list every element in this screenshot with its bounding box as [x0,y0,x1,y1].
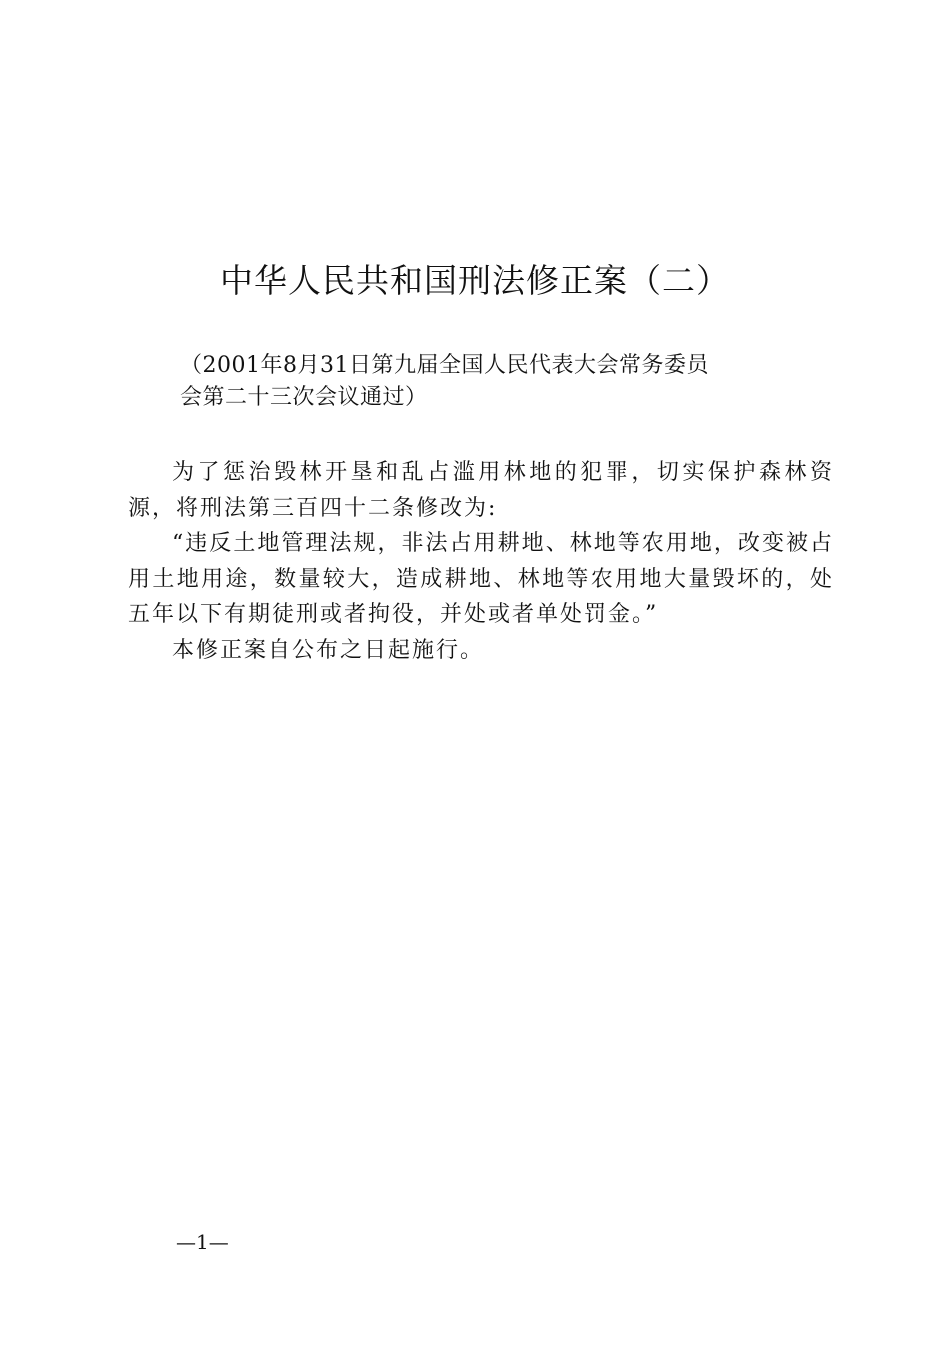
adoption-note-line-1: （2001年8月31日第九届全国人民代表大会常务委员 [180,353,709,378]
adoption-note [0,350,709,414]
body-paragraph-effective-date: 本修正案自公布之日起施行。 [172,637,485,663]
body-paragraph-intro: 为了惩治毁林开垦和乱占滥用林地的犯罪，切实保护森林资源，将刑法第三百四十二条修改为: [128,460,834,521]
adoption-note-line-2: 会第二十三次会议通过） [180,385,428,410]
document-body [128,455,834,668]
page-number: —1— [176,1230,229,1254]
body-paragraph-amendment-text: “违反土地管理法规，非法占用耕地、林地等农用地，改变被占用土地用途，数量较大，造成耕地、林地等农用地大量毁坏的，处五年以下有期徒刑或者拘役，并处或者单处罚金。” [128,531,834,627]
document-title: 中华人民共和国刑法修正案（二） [220,261,730,300]
